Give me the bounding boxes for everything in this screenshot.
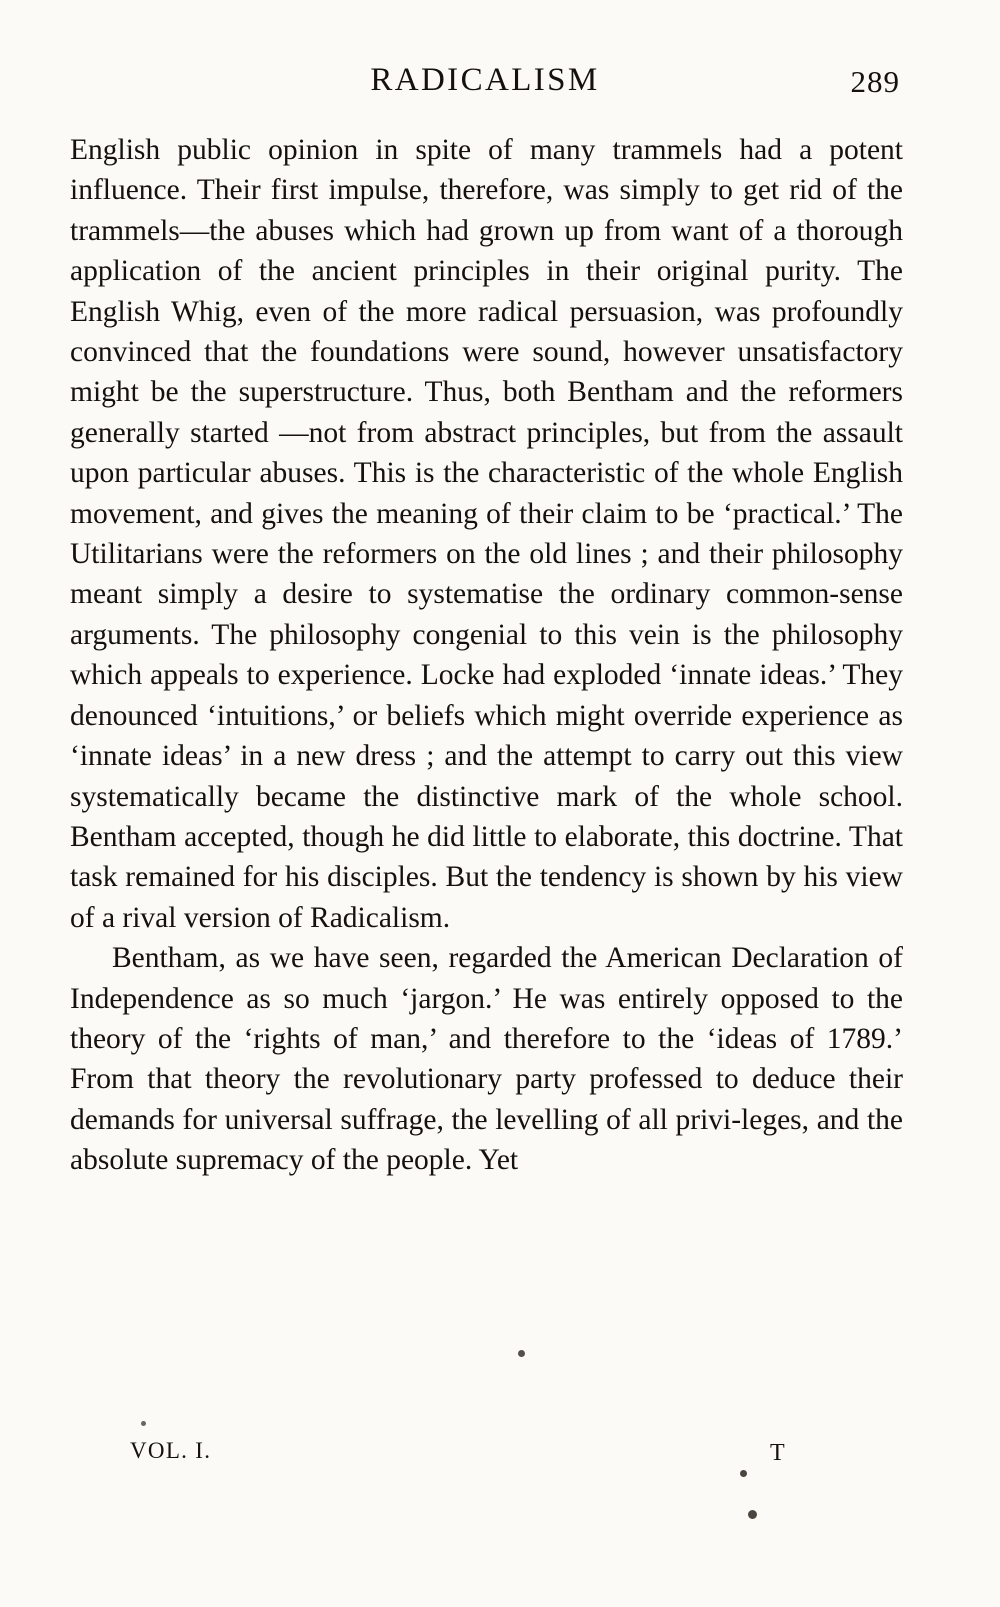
paragraph-1: English public opinion in spite of many trammels had a potent influence. Their first impulse, therefore, was simply to get rid of the trammels—the abuses which had grown up from want of a thorough application of the ancient principles in their original purity. The English Whig, even of the more radical persuasion, was profoundly convinced that the foundations were sound, however unsatisfactory might be the superstructure. Thus, both Bentham and the reformers generally started —not from abstract principles, but from the assault upon particular abuses. This is the characteristic of the whole English movement, and gives the meaning of their claim to be ‘practical.’ The Utilitarians were the reformers on the old lines ; and their philosophy meant simply a desire to systematise the ordinary common-sense arguments. The philosophy congenial to this vein is the philosophy which appeals to experience. Locke had exploded ‘innate ideas.’ They denounced ‘intuitions,’ or beliefs which might override experience as ‘innate ideas’ in a new dress ; and the attempt to carry out this view systematically became the distinctive mark of the whole school. Bentham accepted, though he did little to elaborate, this doctrine. That task remained for his disciples. But the tendency is shown by his view of a rival version of Radicalism. — [70, 134, 903, 934]
page-footer — [70, 1438, 903, 1478]
signature-mark: T — [770, 1440, 786, 1466]
paragraph-2: Bentham, as we have seen, regarded the American Declaration of Independence as so much ‘jargon.’ He was entirely opposed to the theory of the ‘rights of man,’ and therefore to the ‘ideas of 1789.’ From that theory the revolutionary party professed to deduce their demands for universal suffrage, the levelling of all privi-leges, and the absolute supremacy of the people. Yet — [70, 942, 903, 1177]
ink-speck-icon — [748, 1510, 757, 1519]
volume-label: VOL. I. — [130, 1438, 212, 1463]
page-body — [70, 130, 903, 1181]
page-number: 289 — [850, 64, 900, 99]
page-header — [70, 62, 900, 110]
running-title: RADICALISM — [370, 62, 600, 98]
ink-speck-icon — [141, 1421, 146, 1426]
ink-speck-icon — [518, 1350, 525, 1357]
ink-speck-icon — [740, 1470, 747, 1477]
